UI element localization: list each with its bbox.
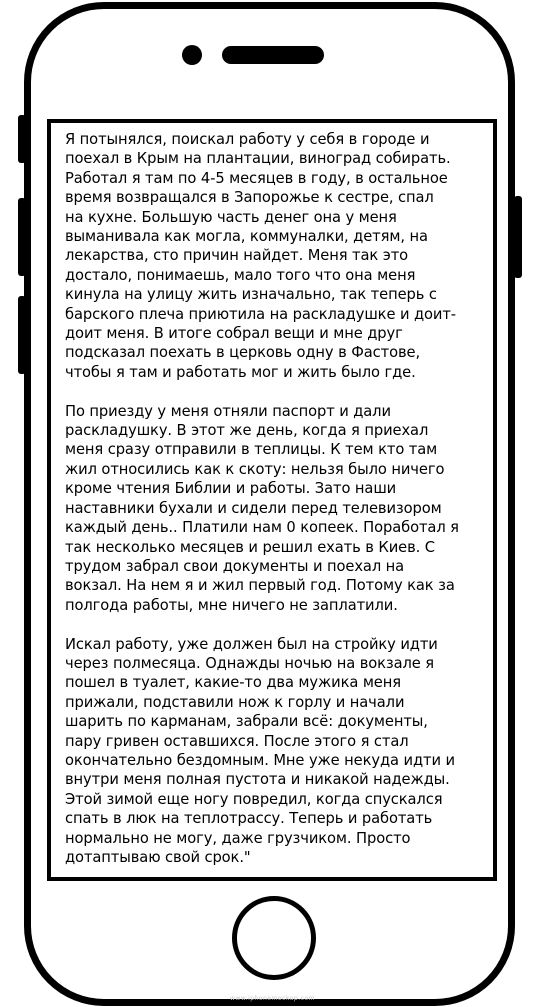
earpiece-speaker-icon xyxy=(222,46,324,64)
paragraph-2: По приезду у меня отняли паспорт и дали раскладушку. В этот же день, когда я приехал меня сразу отправили в теплицы. К тем кто там жил относились как к скоту: нельзя было ничего кроме чтения Библии и работы. Зато наши наставники бухали и сидели перед телевизором каждый день.. Платили нам 0 копеек. Поработал я так несколько месяцев и решил ехать в Киев. С трудом забрал свои документы и поехал на вокзал. На нем я и жил первый год. Потому как за полгода работы, мне ничего не заплатили. xyxy=(65,402,459,614)
power-button xyxy=(514,196,522,278)
watermark: www.iphonemockup.com xyxy=(230,995,315,1002)
story-text xyxy=(65,130,489,887)
phone-screen xyxy=(47,119,497,881)
paragraph-1: Я потынялся, поискал работу у себя в городе и поехал в Крым на плантации, виноград собирать. Работал я там по 4-5 месяцев в году, в остальное время возвращался в Запорожье к сестре, спал на кухне. Большую часть денег она у меня выманивала как могла, коммуналки, детям, на лекарства, сто причин найдет. Меня так это достало, понимаешь, мало того что она меня кинула на улицу жить изначально, так теперь с барского плеча приютила на раскладушке и доит- доит меня. В итоге собрал вещи и мне друг подсказал поехать в церковь одну в Фастове, чтобы я там и работать мог и жить было где. xyxy=(65,131,457,381)
front-camera-icon xyxy=(182,45,202,65)
paragraph-3: Искал работу, уже должен был на стройку идти через полмесяца. Однажды ночью на вокзале я пошел в туалет, какие-то два мужика меня прижали, подставили нож к горлу и начали шарить по карманам, забрали всё: документы, пару гривен оставшихся. После этого я стал окончательно бездомным. Мне уже некуда идти и внутри меня полная пустота и никакой надежды. Этой зимой еще ногу повредил, когда спускался спать в люк на теплотрассу. Теперь и работать нормально не могу, даже грузчиком. Просто дотаптываю свой срок." xyxy=(65,635,455,866)
home-button-icon[interactable] xyxy=(232,896,316,980)
